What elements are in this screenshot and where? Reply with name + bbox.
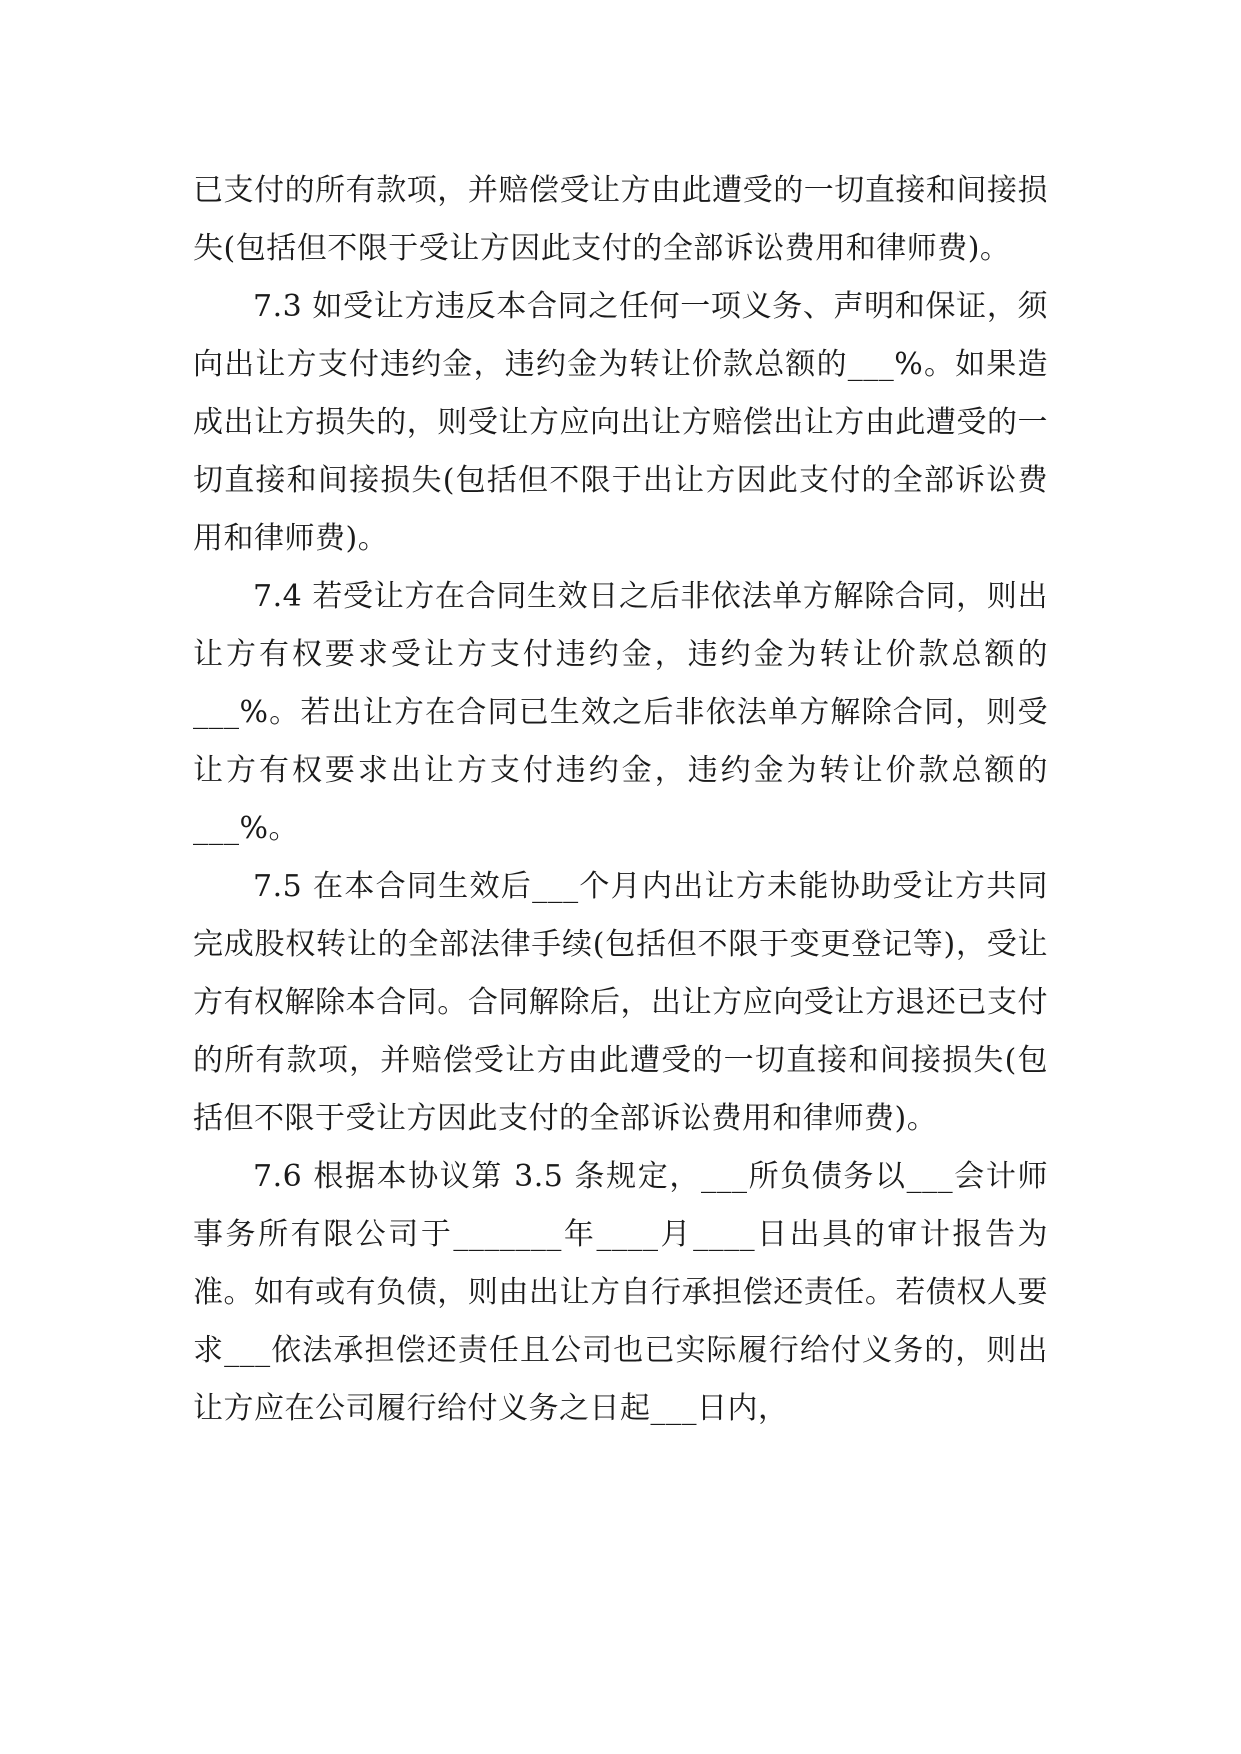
paragraph-continuation: 已支付的所有款项，并赔偿受让方由此遭受的一切直接和间接损失(包括但不限于受让方因此支付的全部诉讼费用和律师费)。 xyxy=(193,173,1048,266)
clause-7-5: 7.5 在本合同生效后___个月内出让方未能协助受让方共同完成股权转让的全部法律手续(包括但不限于变更登记等)，受让方有权解除本合同。合同解除后，出让方应向受让方退还已支付的所有款项，并赔偿受让方由此遭受的一切直接和间接损失(包括但不限于受让方因此支付的全部诉讼费用和律师费)。 xyxy=(193,869,1048,1136)
clause-7-4: 7.4 若受让方在合同生效日之后非依法单方解除合同，则出让方有权要求受让方支付违约金，违约金为转让价款总额的___%。若出让方在合同已生效之后非依法单方解除合同，则受让方有权要求出让方支付违约金，违约金为转让价款总额的___%。 xyxy=(193,579,1048,846)
contract-body xyxy=(193,162,1048,1438)
clause-7-6: 7.6 根据本协议第 3.5 条规定，___所负债务以___会计师事务所有限公司于_______年____月____日出具的审计报告为准。如有或有负债，则由出让方自行承担偿还责任。若债权人要求___依法承担偿还责任且公司也已实际履行给付义务的，则出让方应在公司履行给付义务之日起___日内， xyxy=(193,1159,1048,1426)
clause-7-3: 7.3 如受让方违反本合同之任何一项义务、声明和保证，须向出让方支付违约金，违约金为转让价款总额的___%。如果造成出让方损失的，则受让方应向出让方赔偿出让方由此遭受的一切直接和间接损失(包括但不限于出让方因此支付的全部诉讼费用和律师费)。 xyxy=(193,289,1048,556)
